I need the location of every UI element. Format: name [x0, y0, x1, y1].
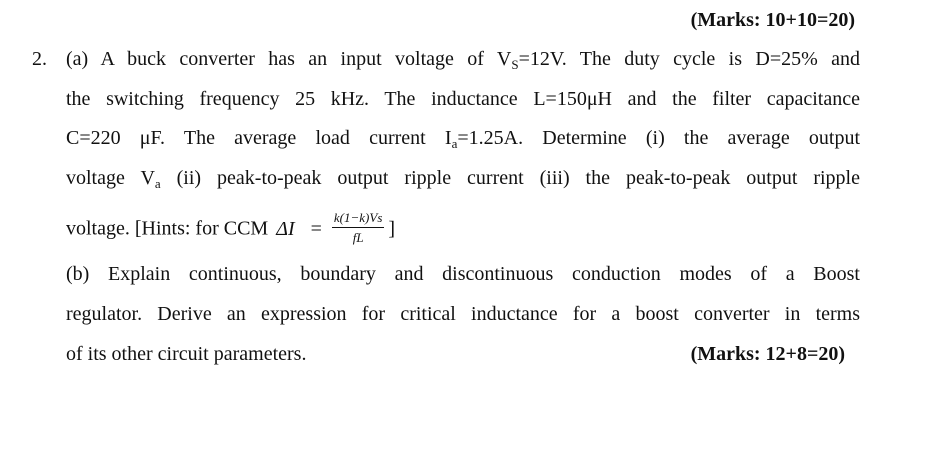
- hint-equals: =: [310, 217, 322, 240]
- part-a-line-1: [66, 47, 860, 71]
- marks-bottom: (Marks: 12+8=20): [690, 343, 845, 365]
- part-a-line-3-post: =1.25A. Determine (i) the average output: [457, 127, 861, 149]
- question-number: 2.: [32, 48, 47, 70]
- hint-numerator: k(1−k)Vs: [332, 210, 384, 228]
- part-a-line-4-pre: voltage V: [66, 167, 155, 189]
- part-a-line-4: [66, 166, 860, 190]
- part-a-line-1-pre: (a) A buck converter has an input voltage of V: [66, 48, 512, 70]
- part-a-line-4-sub: a: [154, 176, 161, 191]
- part-a-line-3-pre: C=220 μF. The average load current I: [66, 127, 452, 149]
- hint-close: ]: [388, 217, 396, 240]
- part-b-line-3: of its other circuit parameters.: [66, 343, 307, 365]
- hint-line: [66, 212, 395, 248]
- hint-prefix: voltage. [Hints: for CCM: [66, 217, 269, 240]
- hint-fraction: [332, 210, 384, 246]
- hint-symbol: ΔI: [276, 217, 295, 240]
- marks-top: (Marks: 10+10=20): [690, 9, 855, 31]
- part-a-line-2: the switching frequency 25 kHz. The inductance L=150μH and the filter capacitance: [66, 88, 860, 110]
- part-a-line-4-post: (ii) peak-to-peak output ripple current (iii) the peak-to-peak output ripple: [160, 167, 860, 189]
- part-a-line-1-sub: S: [511, 57, 519, 72]
- part-a-line-3: [66, 126, 860, 150]
- part-b-line-2: regulator. Derive an expression for critical inductance for a boost converter in terms: [66, 303, 860, 325]
- part-a-line-1-post: =12V. The duty cycle is D=25% and: [518, 48, 860, 70]
- part-a-line-3-sub: a: [451, 136, 458, 151]
- hint-denominator: fL: [352, 230, 364, 245]
- part-b-line-1: (b) Explain continuous, boundary and discontinuous conduction modes of a Boost: [66, 263, 860, 285]
